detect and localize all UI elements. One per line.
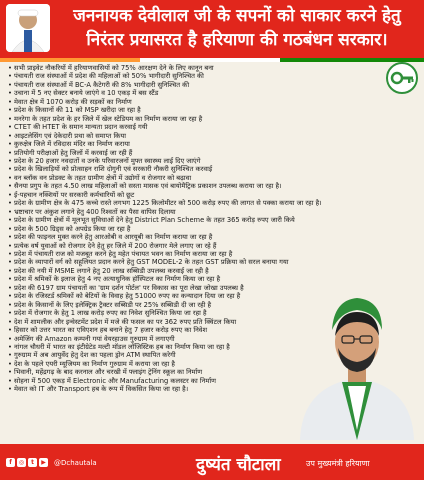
achievement-item: • प्रतियोगी परीक्षाओं हेतु जिलों में करवाई जा रही हैं [8, 149, 338, 157]
tricolor-strip [0, 58, 424, 62]
achievement-item: • नांगल चौधरी में भारत का इंटीग्रेटेड मल्टी मॉडल लॉजिस्टिक हब का निर्माण किया जा रहा है [8, 343, 338, 351]
devilal-portrait-icon [6, 4, 50, 52]
instagram-icon[interactable]: ◎ [18, 459, 25, 466]
achievement-item: • पंचायती राज संस्थाओं में BC-A कैटेगरी की 8% भागीदारी सुनिश्चित की [8, 81, 338, 89]
achievement-item: • सभी प्राइवेट नौकरियों में हरियाणवासियों को 75% आरक्षण देने के लिए कानून बना [8, 64, 338, 72]
social-links [6, 458, 97, 467]
achievement-item: • प्रदेश की फाइनल मुक्त करने हेतु आरओबी व आरयूबी का निर्माण कराया जा रहा है [8, 233, 338, 241]
leader-name: दुष्यंत चौटाला [196, 455, 281, 475]
achievement-item: • भ्रष्टाचार पर अंकुश लगाने हेतु 400 रिश्वतों का पैसा वापिस दिलाया [8, 208, 338, 216]
achievement-item: • ई-पहचान नक्शियों पर सरकारी कर्मचारियों को छूट [8, 191, 338, 199]
achievement-item: • प्रदेश में रोजगार के हेतु 1 लाख करोड़ रुपए का निवेश सुनिश्चित किया जा रहा है [8, 309, 338, 317]
youtube-icon[interactable]: ▶ [39, 458, 48, 467]
achievement-item: • उचाना में 5 नए सेक्टर बनाये जाएंगे व 10 एकड़ में बस स्टैंड [8, 89, 338, 97]
achievement-item: • प्रदेश की नयी में MSME लगाने हेतु 20 लाख सब्सिडी उपलब्ध करवाई जा रही है [8, 267, 338, 275]
achievement-item: • प्रदेश के खिलाड़ियों को प्रोत्साहन राशि दोगुनी एवं सरकारी नौकरी सुनिश्चित करवाई [8, 165, 338, 173]
achievement-item: • प्रदेश के व्यापारों वर्ग को सहूलियत प्रदान करने हेतु GST MODEL-2 के तहत GST प्रक्रिया को सरल बनाया गया [8, 258, 338, 266]
leader-portrait [290, 290, 424, 440]
achievement-item: • देश के पहले एयरी म्यूजियम का निर्माण गुरुग्राम में कराया जा रहा है [8, 360, 338, 368]
achievement-item: • सैनया प्रगुप के तहत 4.50 लाख महिलाओं को सस्ता मासक एवं बायोमैट्रिक प्रकाशन उपलब्ध कराया जा रहा है। [8, 182, 338, 190]
achievement-item: • प्रदेश की 6197 ग्राम पंचायतों का 'ग्राम दर्शन पोर्टल' पर विकास का पूरा लेखा जोखा उपलब्ध है [8, 284, 338, 292]
achievement-item: • सोहना में 500 एकड़ में Electronic और Manufacturing कलस्टर का निर्माण [8, 377, 338, 385]
achievement-item: • वन ब्लॉक वन प्रोडक्ट के तहत ग्रामीण क्षेत्रों में उद्योगों व रोजगार को बढ़ावा [8, 174, 338, 182]
achievement-item: • पंचायती राज संस्थाओं में प्रदेश की महिलाओं को 50% भागीदारी सुनिश्चित की [8, 72, 338, 80]
social-handle: @Dchautala [54, 458, 97, 467]
achievement-item: • प्रदेश के रजिस्टर्ड श्रमिकों को बेटियों के विवाह हेतु 51000 रुपए का कन्यादान दिया जा रहा है [8, 292, 338, 300]
achievement-item: • हिसार को उत्तर भारत का एविएशन हब बनाने हेतु 7 हजार करोड़ रुपए का निवेश [8, 326, 338, 334]
achievement-item: • अमेजिंग की Amazon कम्पनी गयां वेयरहाउस गुरुग्राम में लगाएगी [8, 335, 338, 343]
achievement-item: • कुरुक्षेत्र जिले में रविदास मंदिर का निर्माण कराया [8, 140, 338, 148]
title-line-1: जननायक देवीलाल जी के सपनों को साकार करने हेतु [73, 6, 401, 26]
facebook-icon[interactable]: f [6, 458, 15, 467]
achievement-item: • प्रदेश के 500 ग्रिड्स को अपग्रेड किया जा रहा है [8, 225, 338, 233]
party-key-symbol-icon [386, 62, 418, 94]
achievement-item: • प्रदेश के किसानों के लिए इलेक्ट्रिक ट्रैक्टर सब्सिडी पर 25% सब्सिडी दी जा रही है [8, 301, 338, 309]
page-title [56, 4, 418, 52]
achievement-item: • भिवानी, महेंद्रगढ़ के बाद करनाल और चरखी में फ्लाइंग ट्रेनिंग स्कूल का निर्माण [8, 368, 338, 376]
achievements-list-container [8, 64, 338, 394]
twitter-icon[interactable]: t [28, 458, 37, 467]
achievement-item: • मेवात को IT और Transport हब के रूप में विकसित किया जा रहा है। [8, 385, 338, 393]
achievement-item: • देश में शामलीक और इन्वेस्टमेंट प्रदेश में मजे की फसल का पर 362 रुपए प्रति क्विंटल किया [8, 318, 338, 326]
achievement-item: • प्रत्येक वर्ष युवाओं को रोजगार देने हेतु हर जिले में 200 रोजगार मेले लगाए जा रहे हैं [8, 242, 338, 250]
achievement-item: • मेवात क्षेत्र में 1070 करोड़ की सड़कों का निर्माण [8, 98, 338, 106]
achievement-item: • प्रदेश के किसानों की 11 को MSP खरीदा जा रहा है [8, 106, 338, 114]
leader-role: उप मुख्यमंत्री हरियाणा [306, 459, 370, 468]
title-line-2: निरंतर प्रयासरत है हरियाणा की गठबंधन सरकार। [86, 30, 388, 50]
achievement-item: • मनरेगा के तहत प्रदेश के हर जिले में खेल स्टेडियम का निर्माण कराया जा रहा है [8, 115, 338, 123]
achievement-item: • प्रदेश के ग्रामीण क्षेत्र के 475 कच्चे रास्ते लगभग 1225 किलोमीटर को 500 करोड़ रुपए की लागत से पक्का कराया जा रहा है। [8, 199, 338, 207]
achievement-item: • प्रदेश के ग्रामीण क्षेत्रों में मूलभूत सुविधाओं देने हेतु District Plan Scheme के तहत 365 करोड़ रुपए जारी किये [8, 216, 338, 224]
achievement-item: • प्रदेश में श्रमिकों के इलाज हेतु 4 नए अत्याधुनिक हॉस्पिटल का निर्माण किया जा रहा है [8, 275, 338, 283]
footer-bar [0, 444, 424, 480]
header-banner [0, 0, 424, 58]
achievement-item: • गुरुग्राम में अब आयुर्वेद हेतु देश का पहला ड्रोन ATM स्थापित करेगी [8, 351, 338, 359]
achievement-item: • प्रदेश में पंचायती राज को मजबूत करने हेतु महेत पंचायत भवन का निर्माण कराया जा रहा है [8, 250, 338, 258]
achievement-item: • आइटलेसिंग एवं देकेदारी प्रथा को समाप्त किया [8, 132, 338, 140]
achievement-item: • प्रदेश के 20 हजार नवदातों व उनके परिवारजनों मुफ्त स्वास्थ्य लाई दिए जाएंगे [8, 157, 338, 165]
achievement-item: • CTET की HTET के समान मान्यता प्रदान करवाई गयी [8, 123, 338, 131]
achievements-list [8, 64, 338, 394]
